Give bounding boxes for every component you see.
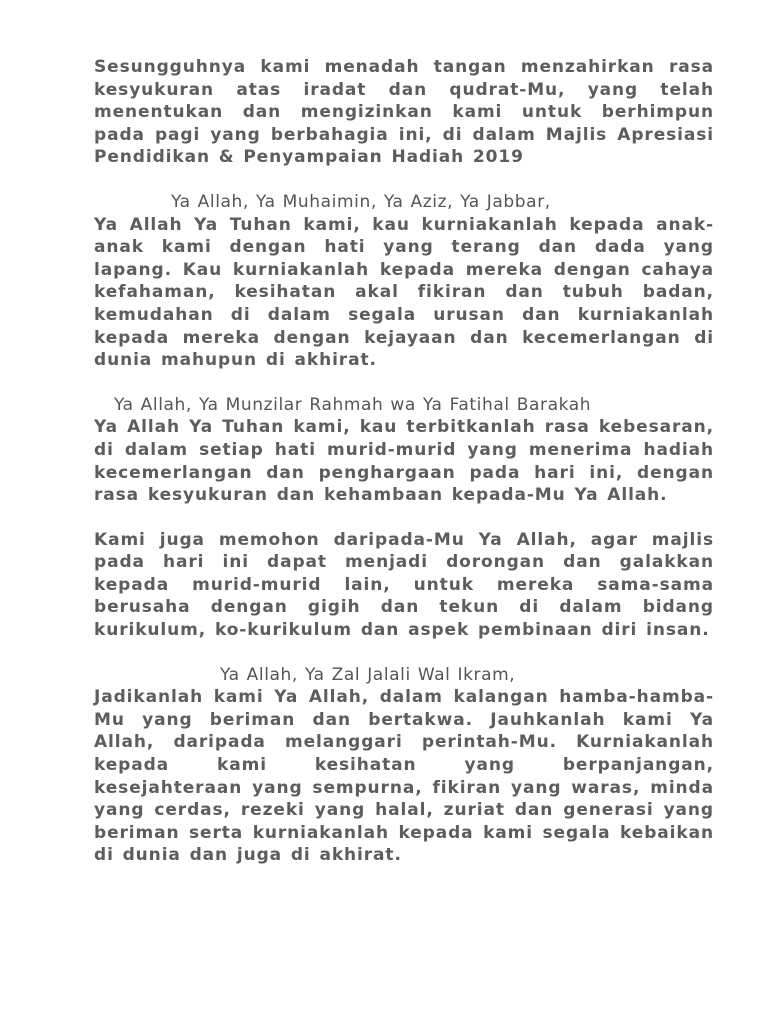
- closing-paragraph: Jadikanlah kami Ya Allah, dalam kalangan hamba-hamba-Mu yang beriman dan bertakwa. Jauhkanlah kami Ya Allah, daripada melanggari perintah-Mu. Kurniakanlah kepada kami kesihatan yang berpanjangan, kesejahteraan yang sempurna, fikiran yang waras, minda yang cerdas, rezeki yang halal, zuriat dan generasi yang beriman serta kurniakanlah kepada kami segala kebaikan di dunia dan juga di akhirat.: [94, 687, 714, 866]
- paragraph-spacer: [94, 169, 714, 191]
- invocation-line-1: Ya Allah, Ya Muhaimin, Ya Aziz, Ya Jabbar,: [171, 191, 551, 212]
- invocation-line-3: Ya Allah, Ya Zal Jalali Wal Ikram,: [220, 664, 516, 685]
- prayer-paragraph-3: Kami juga memohon daripada-Mu Ya Allah, agar majlis pada hari ini dapat menjadi dorongan dan galakkan kepada murid-murid lain, untuk mereka sama-sama berusaha dengan gigih dan tekun di dalam bidang kurikulum, ko-kurikulum dan aspek pembinaan diri insan.: [94, 529, 714, 641]
- paragraph-spacer: [94, 507, 714, 529]
- invocation-line-2: Ya Allah, Ya Munzilar Rahmah wa Ya Fatihal Barakah: [114, 394, 592, 415]
- prayer-paragraph-2: Ya Allah Ya Tuhan kami, kau terbitkanlah rasa kebesaran, di dalam setiap hati murid-murid yang menerima hadiah kecemerlangan dan penghargaan pada hari ini, dengan rasa kesyukuran dan kehambaan kepada-Mu Ya Allah.: [94, 417, 714, 506]
- prayer-paragraph-1: Ya Allah Ya Tuhan kami, kau kurniakanlah kepada anak-anak kami dengan hati yang terang dan dada yang lapang. Kau kurniakanlah kepada mereka dengan cahaya kefahaman, kesihatan akal fikiran dan tubuh badan, kemudahan di dalam segala urusan dan kurniakanlah kepada mereka dengan kejayaan dan kecemerlangan di dunia mahupun di akhirat.: [94, 214, 714, 371]
- paragraph-spacer: [94, 372, 714, 394]
- opening-paragraph: Sesungguhnya kami menadah tangan menzahirkan rasa kesyukuran atas iradat dan qudrat-Mu, yang telah menentukan dan mengizinkan kami untuk berhimpun pada pagi yang berbahagia ini, di dalam Majlis Apresiasi Pendidikan & Penyampaian Hadiah 2019: [94, 57, 714, 168]
- paragraph-spacer: [94, 642, 714, 664]
- doa-document: [94, 56, 714, 867]
